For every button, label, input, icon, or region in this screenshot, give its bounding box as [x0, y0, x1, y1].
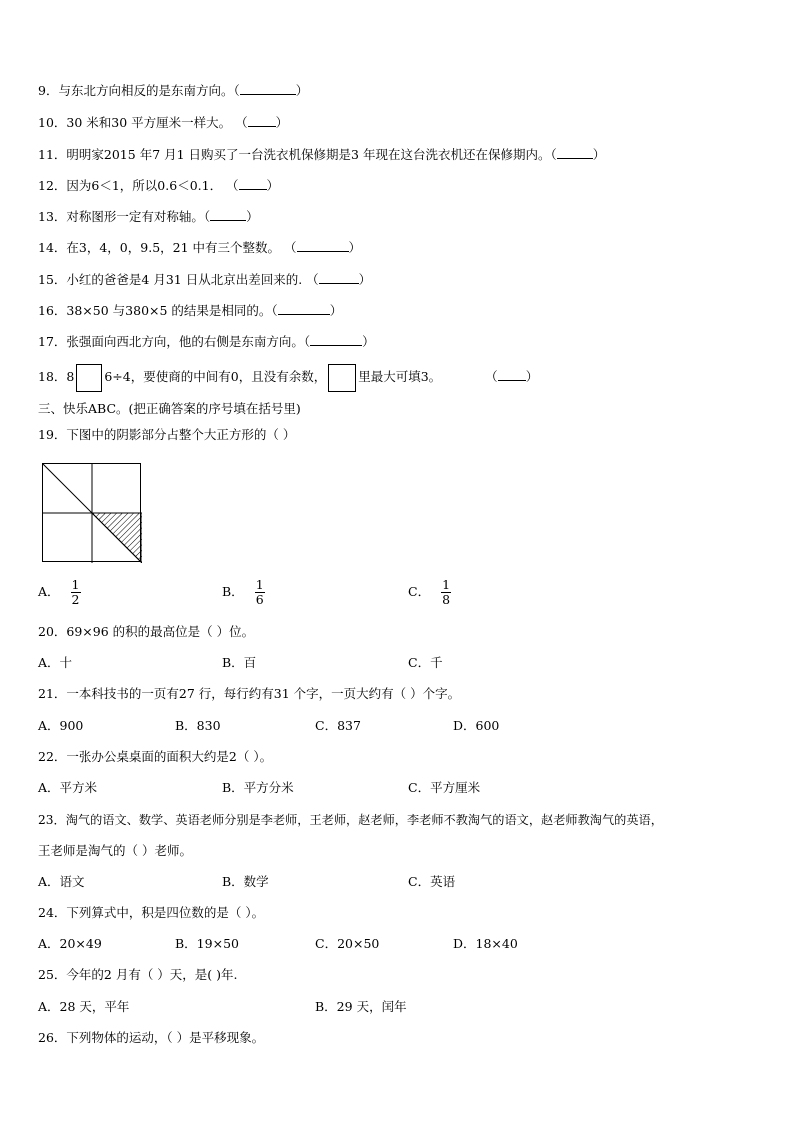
question-text: 12．因为6＜1，所以0.6＜0.1． （: [38, 178, 239, 193]
option-a[interactable]: A． $\frac{1}{2}$: [38, 577, 80, 607]
answer-blank[interactable]: [557, 146, 593, 159]
question-text: 9．与东北方向相反的是东南方向。（: [38, 83, 240, 98]
question-26: 26．下列物体的运动，（ ）是平移现象。: [38, 1030, 265, 1045]
option-d[interactable]: D．18×40: [453, 936, 518, 951]
question-23: 23．淘气的语文、数学、英语老师分别是李老师，王老师，赵老师，李老师不教淘气的语文，赵老师教淘气的英语，: [38, 813, 663, 827]
digit-box[interactable]: [76, 364, 102, 392]
option-c[interactable]: C．平方厘米: [408, 780, 481, 795]
question-9: 9．与东北方向相反的是东南方向。（ ）: [38, 83, 309, 98]
option-b[interactable]: B．数学: [222, 874, 269, 889]
question-text: 17．张强面向西北方向，他的右侧是东南方向。（: [38, 334, 311, 349]
question-18: 18．8 6÷4，要使商的中间有0，且没有余数， 里最大可填3。 （ ）: [38, 363, 538, 392]
option-c[interactable]: C．20×50: [315, 936, 380, 951]
fraction: $\frac{1}{8}$: [442, 577, 451, 607]
answer-blank[interactable]: [239, 177, 267, 190]
section-heading: 三、快乐ABC。(把正确答案的序号填在括号里): [38, 401, 301, 416]
option-a[interactable]: A．十: [38, 655, 73, 670]
option-a[interactable]: A．900: [38, 718, 84, 733]
answer-blank[interactable]: [319, 271, 359, 284]
question-21: 21．一本科技书的一页有27 行，每行约有31 个字，一页大约有（ ）个字。: [38, 686, 461, 701]
option-c[interactable]: C．英语: [408, 874, 456, 889]
fraction: $\frac{1}{2}$: [71, 577, 80, 607]
option-b[interactable]: B．830: [175, 718, 221, 733]
option-b[interactable]: B．平方分米: [222, 780, 294, 795]
question-16: 16．38×50 与380×5 的结果是相同的。（ ）: [38, 303, 343, 318]
answer-blank[interactable]: [297, 239, 349, 252]
question-15: 15．小红的爸爸是4 月31 日从北京出差回来的. （ ）: [38, 272, 372, 287]
question-text: 14．在3，4，0，9.5，21 中有三个整数。 （: [38, 240, 297, 255]
answer-blank[interactable]: [278, 302, 330, 315]
question-25: 25．今年的2 月有（ ）天，是( )年.: [38, 967, 238, 982]
option-a[interactable]: A．28 天，平年: [38, 999, 130, 1014]
question-text: 16．38×50 与380×5 的结果是相同的。（: [38, 303, 278, 318]
question-14: 14．在3，4，0，9.5，21 中有三个整数。 （ ）: [38, 240, 362, 255]
question-10: 10．30 米和30 平方厘米一样大。 （ ）: [38, 115, 289, 130]
question-13: 13．对称图形一定有对称轴。（ ）: [38, 209, 259, 224]
option-a[interactable]: A．20×49: [38, 936, 102, 951]
option-b[interactable]: B．29 天，闰年: [315, 999, 407, 1014]
option-c[interactable]: C．837: [315, 718, 361, 733]
question-text: 13．对称图形一定有对称轴。（: [38, 209, 211, 224]
question-17: 17．张强面向西北方向，他的右侧是东南方向。（ ）: [38, 334, 375, 349]
option-b[interactable]: B． $\frac{1}{6}$: [222, 577, 264, 607]
question-text: 10．30 米和30 平方厘米一样大。 （: [38, 115, 248, 130]
answer-blank[interactable]: [248, 114, 276, 127]
question-19: 19．下图中的阴影部分占整个大正方形的（ ）: [38, 427, 296, 442]
option-a[interactable]: A．语文: [38, 874, 85, 889]
answer-blank[interactable]: [310, 333, 362, 346]
option-a[interactable]: A．平方米: [38, 780, 98, 795]
digit-box[interactable]: [328, 364, 356, 392]
fraction: $\frac{1}{6}$: [255, 577, 264, 607]
question-12: 12．因为6＜1，所以0.6＜0.1． （ ）: [38, 178, 280, 193]
answer-blank[interactable]: [210, 208, 246, 221]
option-b[interactable]: B．百: [222, 655, 257, 670]
option-c[interactable]: C．千: [408, 655, 443, 670]
question-20: 20．69×96 的积的最高位是（ ）位。: [38, 624, 255, 639]
question-text: 15．小红的爸爸是4 月31 日从北京出差回来的. （: [38, 272, 319, 287]
option-c[interactable]: C． $\frac{1}{8}$: [408, 577, 451, 607]
answer-blank[interactable]: [240, 82, 296, 95]
option-d[interactable]: D．600: [453, 718, 500, 733]
option-b[interactable]: B．19×50: [175, 936, 239, 951]
square-figure: [42, 463, 142, 563]
question-24: 24．下列算式中，积是四位数的是（ ）。: [38, 905, 265, 920]
question-22: 22．一张办公桌桌面的面积大约是2（ ）。: [38, 749, 273, 764]
question-text: 11．明明家2015 年7 月1 日购买了一台洗衣机保修期是3 年现在这台洗衣机还在保修期内。（: [38, 147, 557, 162]
answer-blank[interactable]: [498, 368, 526, 381]
question-23-cont: 王老师是淘气的（ ）老师。: [38, 843, 192, 858]
question-11: 11．明明家2015 年7 月1 日购买了一台洗衣机保修期是3 年现在这台洗衣机还在保修期内。（ ）: [38, 147, 606, 162]
